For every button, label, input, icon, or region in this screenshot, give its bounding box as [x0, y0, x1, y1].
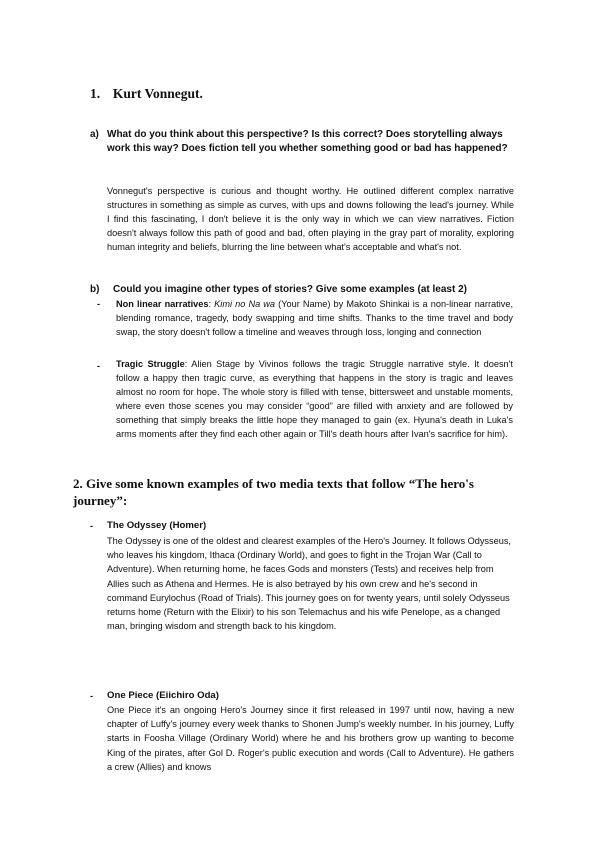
question-b-label: b) — [90, 284, 100, 295]
list-bullet: - — [90, 521, 94, 531]
section-2-heading — [73, 475, 518, 509]
list-item-tragic-struggle — [116, 357, 513, 442]
question-a-label: a) — [90, 129, 99, 140]
list-bullet: - — [97, 299, 101, 309]
example-title-one-piece: One Piece (Eiichiro Oda) — [107, 690, 219, 701]
section-1-title: Kurt Vonnegut. — [112, 86, 203, 101]
section-2-title: Give some known examples of two media texts that follow “The hero's journey”: — [73, 476, 474, 508]
list-bullet: - — [90, 691, 94, 701]
example-title-odyssey: The Odyssey (Homer) — [107, 520, 207, 531]
item-separator: : — [184, 359, 192, 369]
question-a-answer: Vonnegut's perspective is curious and thought worthy. He outlined different complex narrative structures in something as simple as curves, with ups and downs following the lead's journey. While I find this fascinating, I don't believe it is the only way in which we can view narratives. Fiction doesn't always follow this path of good and bad, often playing in the gray part of morality, exploring human integrity and beliefs, blurring the line between what's acceptable and what's not. — [107, 186, 514, 253]
section-1-number: 1. — [90, 86, 101, 101]
list-item-non-linear — [116, 297, 513, 339]
example-text-odyssey: The Odyssey is one of the oldest and clearest examples of the Hero's Journey. It follows Odysseus, who leaves his kingdom, Ithaca (Ordinary World), and goes to fight in the Trojan War (Call to Adventure). When returning home, he faces Gods and monsters (Tests) and receives help from Allies such as Athena and Hermes. He is also betrayed by his own crew and he's second in command Eurylochus (Road of Trials). This journey goes on for twenty years, until solely Odysseus returns home (Return with the Elixir) to his son Telemachus and his wife Penelope, as a changed man, bringing wisdom and strength back to his kingdom. — [107, 536, 511, 632]
item-term: Non linear narratives — [116, 299, 209, 309]
example-text-one-piece: One Piece it's an ongoing Hero's Journey since it first released in 1997 until now, having a new chapter of Luffy's journey every week thanks to Shonen Jump's weekly number. In his journey, Luffy starts in Foosha Village (Ordinary World) where he and his brothers grow up wanting to become King of the pirates, after Gol D. Roger's public execution and words (Call to Adventure). He gathers a crew (Allies) and knows — [107, 705, 514, 772]
list-bullet: - — [97, 361, 101, 371]
item-term: Tragic Struggle — [116, 359, 185, 369]
section-1-heading — [90, 86, 203, 102]
section-2-number: 2. — [73, 476, 83, 491]
item-separator: : — [208, 299, 215, 309]
question-a-text: What do you think about this perspective? Is this correct? Does storytelling always work this way? Does fiction tell you whether something good or bad has happened? — [107, 129, 508, 154]
question-b-text: Could you imagine other types of stories? Give some examples (at least 2) — [113, 284, 467, 295]
item-text: (Your Name) by Makoto Shinkai is a non-linear narrative, blending romance, tragedy, body swapping and time shifts. Thanks to the time travel and body swap, the story doesn't follow a timeline and weaves through loss, longing and connection — [116, 299, 513, 338]
item-work-title: Kimi no Na wa — [214, 299, 276, 309]
item-text: Alien Stage by Vivinos follows the tragic Struggle narrative style. It doesn't follow a happy then tragic curve, as everything that happens in the story is tragic and leaves almost no room for hope. The whole story is filled with tense, bittersweet and unstable moments, where even those scenes you may consider “good” are filled with anxiety and are followed by something that simply breaks the little hope they managed to gain (ex. Hyuna's death in Luka's arms moments after they find each other again or Till's death hours after Ivan's sacrifice for him). — [116, 359, 513, 440]
